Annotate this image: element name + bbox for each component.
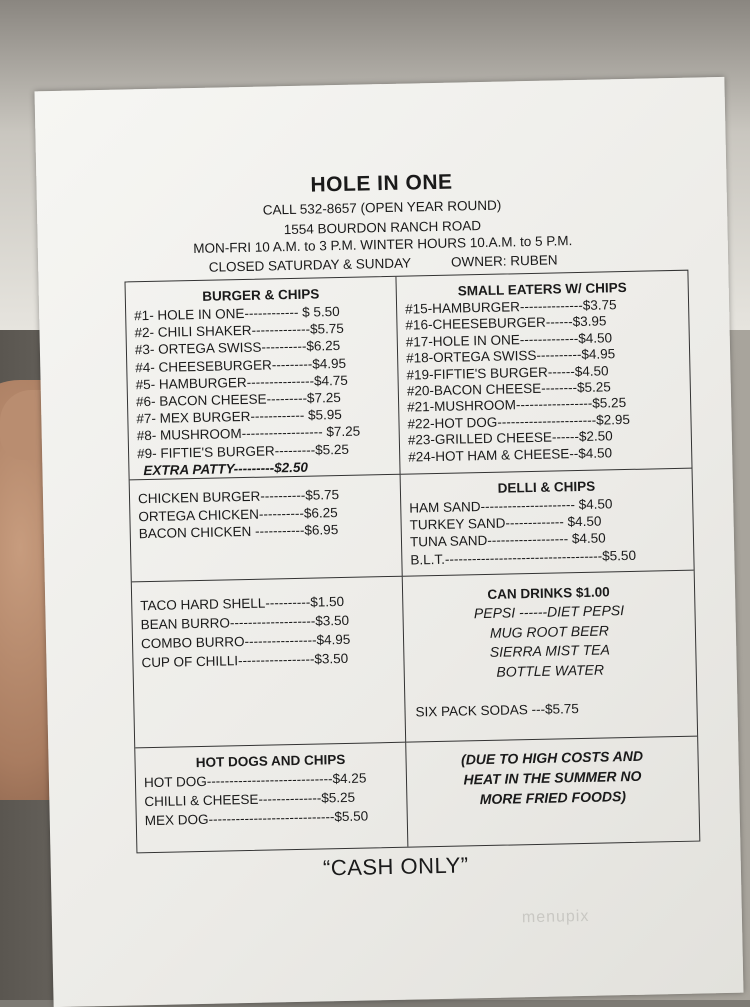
extra-patty: EXTRA PATTY---------$2.50 <box>143 459 309 478</box>
owner-text: OWNER: RUBEN <box>450 252 558 270</box>
notice-line: HEAT IN THE SUMMER NO <box>463 767 642 788</box>
menu-item: #20-BACON CHEESE--------$5.25 <box>406 379 612 399</box>
menu-item: B.L.T.-----------------------------------$5.50 <box>410 547 637 568</box>
drink-item: MUG ROOT BEER <box>489 621 610 641</box>
section-title: SMALL EATERS W/ CHIPS <box>457 279 627 299</box>
notice-line: MORE FRIED FOODS) <box>479 788 627 808</box>
section-burgers <box>126 277 401 481</box>
menu-item: CHILLI & CHEESE--------------$5.25 <box>144 789 356 810</box>
restaurant-title: HOLE IN ONE <box>310 170 453 197</box>
item-list <box>134 302 400 479</box>
menu-sheet <box>34 77 743 1007</box>
menu-item: #16-CHEESEBURGER------$3.95 <box>405 313 607 334</box>
menu-item: HOT DOG----------------------------$4.25 <box>143 770 367 791</box>
section-title: DELLI & CHIPS <box>497 478 596 496</box>
menu-item: #18-ORTEGA SWISS----------$4.95 <box>405 346 616 366</box>
six-pack-sodas: SIX PACK SODAS ---$5.75 <box>415 701 579 720</box>
menu-item: #9- FIFTIE'S BURGER---------$5.25 <box>136 441 350 461</box>
menu-item: CUP OF CHILLI-----------------$3.50 <box>141 650 349 671</box>
item-list <box>138 485 401 543</box>
menu-grid <box>124 270 700 854</box>
section-chicken <box>130 475 403 583</box>
item-list <box>405 296 691 466</box>
menu-item: #7- MEX BURGER------------ $5.95 <box>136 407 342 427</box>
menu-item: #3- ORTEGA SWISS----------$6.25 <box>134 338 341 358</box>
menu-item: #5- HAMBURGER---------------$4.75 <box>135 372 349 393</box>
item-list <box>409 494 693 569</box>
phone-line: CALL 532-8657 (OPEN YEAR ROUND) <box>262 197 502 218</box>
menu-item: BACON CHICKEN -----------$6.95 <box>138 522 339 542</box>
menu-item: #24-HOT HAM & CHEESE--$4.50 <box>408 444 613 465</box>
drink-item: PEPSI ------DIET PEPSI <box>473 602 625 622</box>
menu-item: #6- BACON CHEESE---------$7.25 <box>135 389 341 410</box>
section-tacos <box>132 577 406 749</box>
section-drinks <box>403 571 697 743</box>
notice-line: (DUE TO HIGH COSTS AND <box>460 747 644 768</box>
menu-item: #1- HOLE IN ONE------------ $ 5.50 <box>134 303 340 324</box>
item-list <box>144 768 407 830</box>
section-title: BURGER & CHIPS <box>202 286 320 304</box>
drink-item: BOTTLE WATER <box>496 661 605 680</box>
section-deli <box>401 469 694 577</box>
menu-item: #15-HAMBURGER--------------$3.75 <box>404 297 617 317</box>
menu-item: CHICKEN BURGER----------$5.75 <box>137 487 340 507</box>
menu-item: MEX DOG----------------------------$5.50 <box>144 808 369 829</box>
menu-item: BEAN BURRO-------------------$3.50 <box>140 612 350 633</box>
section-small-eaters <box>396 271 691 475</box>
section-notice <box>406 737 699 847</box>
item-list <box>140 591 404 672</box>
menu-item: TACO HARD SHELL----------$1.50 <box>140 593 345 614</box>
menu-item: TURKEY SAND------------- $4.50 <box>409 513 602 533</box>
cash-only-label: “CASH ONLY” <box>322 852 469 881</box>
menu-item: COMBO BURRO----------------$4.95 <box>140 631 351 652</box>
section-title: CAN DRINKS $1.00 <box>487 584 610 602</box>
closed-text: CLOSED SATURDAY & SUNDAY <box>208 255 412 275</box>
hours-line: MON-FRI 10 A.M. to 3 P.M. WINTER HOURS 10.A.M. to 5 P.M. <box>193 233 573 257</box>
fried-foods-notice <box>406 745 698 811</box>
menu-item: HAM SAND--------------------- $4.50 <box>409 496 613 516</box>
menu-item: #8- MUSHROOM------------------ $7.25 <box>136 424 361 444</box>
watermark: menupix <box>521 907 590 927</box>
menu-item: #4- CHEESEBURGER---------$4.95 <box>135 355 347 375</box>
section-hotdogs <box>135 743 408 853</box>
menu-item: #21-MUSHROOM-----------------$5.25 <box>407 395 627 416</box>
menu-item: ORTEGA CHICKEN----------$6.25 <box>138 504 338 524</box>
menu-item: #19-FIFTIE'S BURGER------$4.50 <box>406 362 609 383</box>
menu-item: #23-GRILLED CHEESE------$2.50 <box>407 428 613 448</box>
menu-item: #2- CHILI SHAKER-------------$5.75 <box>134 321 344 341</box>
menu-item: #22-HOT DOG----------------------$2.95 <box>407 411 631 432</box>
section-title: HOT DOGS AND CHIPS <box>195 751 346 771</box>
drink-item: SIERRA MIST TEA <box>489 641 610 660</box>
drink-list <box>403 600 696 684</box>
menu-item: #17-HOLE IN ONE-------------$4.50 <box>405 330 613 350</box>
address-line: 1554 BOURDON RANCH ROAD <box>283 218 482 238</box>
menu-item: TUNA SAND------------------ $4.50 <box>409 530 606 550</box>
